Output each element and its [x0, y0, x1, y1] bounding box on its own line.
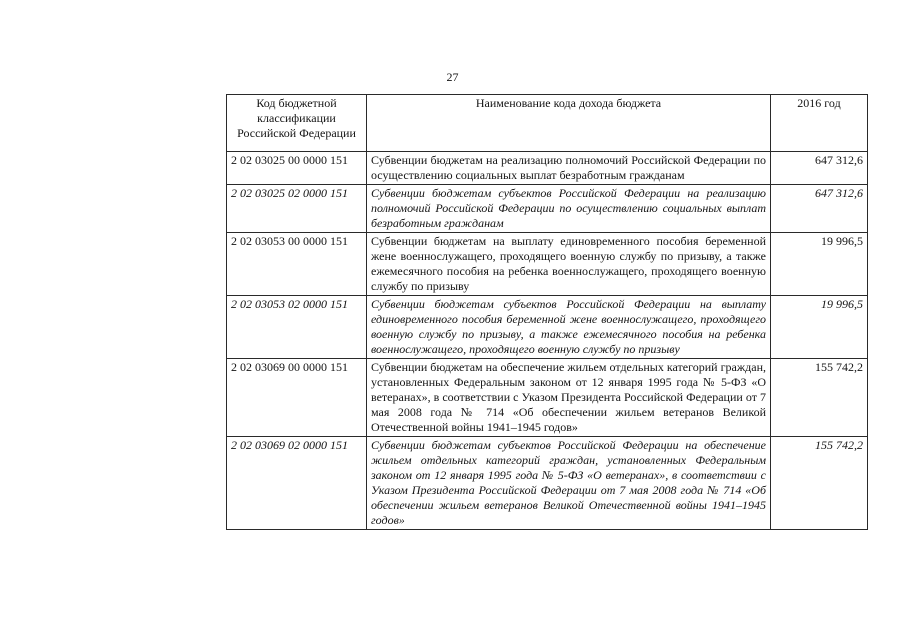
row-name: Субвенции бюджетам субъектов Российской Федерации на реализацию полномочий Российской Федерации по осуществлению социальных выплат безработным гражданам — [367, 185, 771, 233]
row-name: Субвенции бюджетам субъектов Российской Федерации на выплату единовременного пособия беременной жене военнослужащего, проходящего военную службу по призыву, а также ежемесячного пособия на ребенка военнослужащего, проходящего военную службу по призыву — [367, 296, 771, 359]
row-code: 2 02 03069 00 0000 151 — [227, 359, 367, 437]
table-row — [227, 296, 868, 359]
table-row — [227, 185, 868, 233]
row-code: 2 02 03053 02 0000 151 — [227, 296, 367, 359]
row-code: 2 02 03069 02 0000 151 — [227, 437, 367, 530]
header-budget-code: Код бюджетной классификации Российской Федерации — [227, 95, 367, 152]
table-row — [227, 233, 868, 296]
row-amount: 19 996,5 — [771, 233, 868, 296]
row-amount: 647 312,6 — [771, 152, 868, 185]
row-name: Субвенции бюджетам на реализацию полномочий Российской Федерации по осуществлению социальных выплат безработным гражданам — [367, 152, 771, 185]
row-name: Субвенции бюджетам на обеспечение жильем отдельных категорий граждан, установленных Федеральным законом от 12 января 1995 года № 5-ФЗ «О ветеранах», в соответствии с Указом Президента Российской Федерации от 7 мая 2008 года № 714 «Об обеспечении жильем ветеранов Великой Отечественной войны 1941–1945 годов» — [367, 359, 771, 437]
row-name: Субвенции бюджетам субъектов Российской Федерации на обеспечение жильем отдельных категорий граждан, установленных Федеральным законом от 12 января 1995 года № 5-ФЗ «О ветеранах», в соответствии с Указом Президента Российской Федерации от 7 мая 2008 года № 714 «Об обеспечении жильем ветеранов Великой Отечественной войны 1941–1945 годов» — [367, 437, 771, 530]
header-year-2016: 2016 год — [771, 95, 868, 152]
row-amount: 155 742,2 — [771, 437, 868, 530]
row-amount: 19 996,5 — [771, 296, 868, 359]
header-income-name: Наименование кода дохода бюджета — [367, 95, 771, 152]
table-row — [227, 152, 868, 185]
table-row — [227, 437, 868, 530]
table-row — [227, 359, 868, 437]
row-code: 2 02 03025 00 0000 151 — [227, 152, 367, 185]
row-amount: 647 312,6 — [771, 185, 868, 233]
row-code: 2 02 03025 02 0000 151 — [227, 185, 367, 233]
row-amount: 155 742,2 — [771, 359, 868, 437]
budget-revenue-table — [226, 94, 868, 530]
row-name: Субвенции бюджетам на выплату единовременного пособия беременной жене военнослужащего, проходящего военную службу по призыву, а также ежемесячного пособия на ребенка военнослужащего, проходящего военную службу по призыву — [367, 233, 771, 296]
row-code: 2 02 03053 00 0000 151 — [227, 233, 367, 296]
table-header-row — [227, 95, 868, 152]
page-number: 27 — [446, 70, 459, 84]
